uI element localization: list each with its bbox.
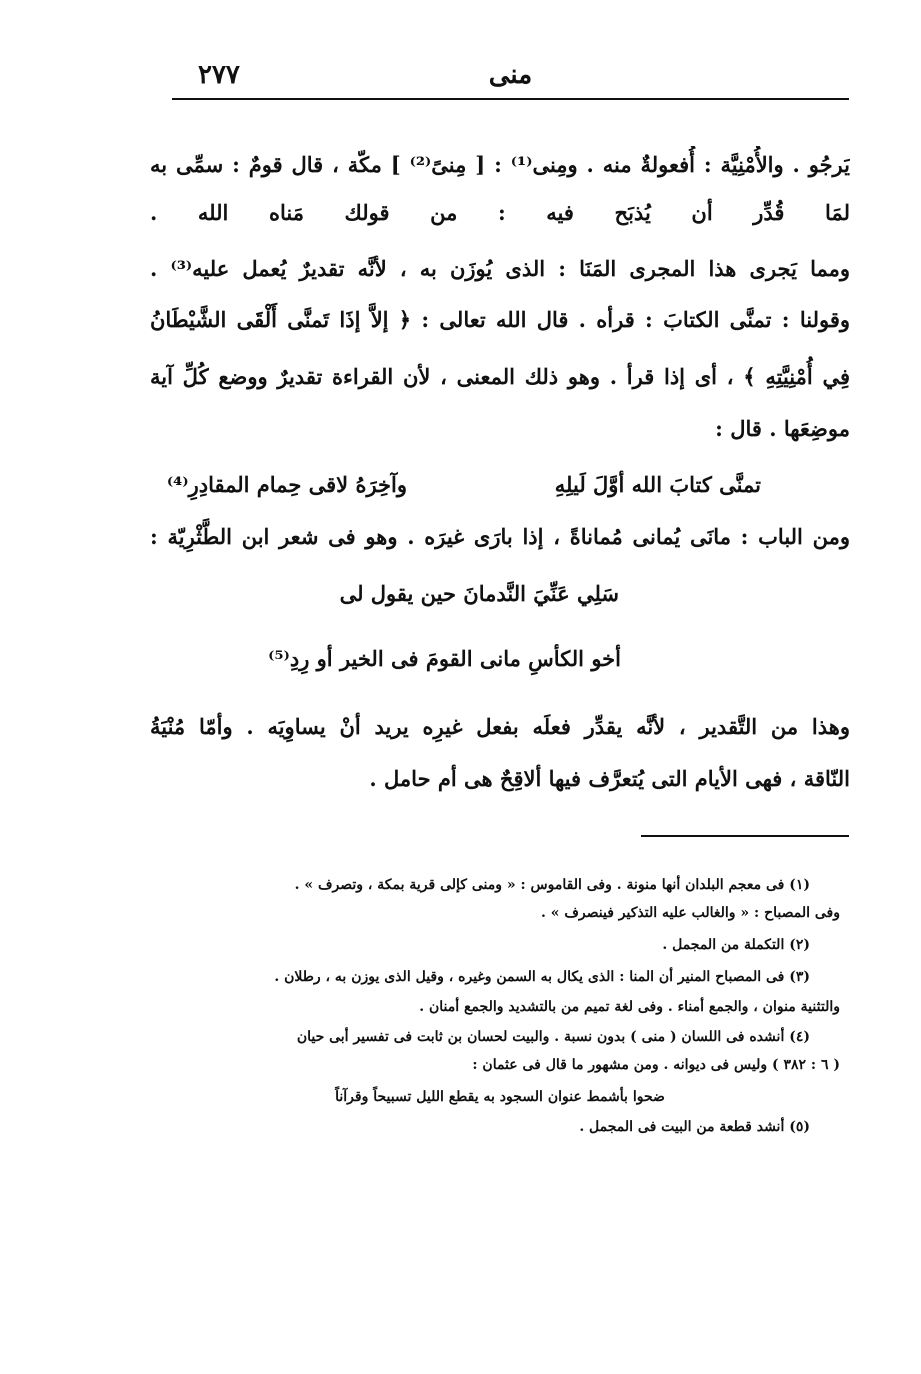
footnote-4-verse: ضحوا بأشمط عنوان السجود به يقطع الليل تسبيحاً وقرآناً (335, 1089, 665, 1105)
footnote-4: (٤) أنشده فى اللسان ( منى ) بدون نسبة . والبيت لحسان بن ثابت فى تفسير أبى حيان (296, 1029, 810, 1045)
footnote-3-cont: والتثنية منوان ، والجمع أمناء . وفى لغة تميم من بالتشديد والجمع أمنان . (419, 999, 840, 1015)
text-line: موضِعَها . قال : (715, 416, 850, 441)
text-line: وهذا من التَّقدير ، لأنَّه يقدِّر فعلَه بفعل غيرِه يريد أنْ يساوِيَه . وأمّا مُنْيَةُ (150, 714, 850, 739)
text-line: النّاقة ، فهى الأيام التى يُتعرَّف فيها ألاقِحٌ هى أم حامل . (369, 766, 850, 791)
running-header (172, 58, 849, 98)
text-line: وقولنا : تمنَّى الكتابَ : قرأه . قال الله تعالى : ﴿ إلاَّ إذَا تَمنَّى أَلْقَى الشَّيْطَانُ (150, 307, 850, 332)
verse-1-first: تمنَّى كتابَ الله أوَّلَ لَيلِهِ (554, 472, 761, 497)
text-line: يَرجُو . والأُمْنِيَّة : أُفعولةٌ منه . ومِنى⁽¹⁾ : [ مِنىً⁽²⁾ ] مكّة ، قال قومٌ : سمِّى به (150, 152, 850, 177)
verse-2-second: أخو الكأسِ مانى القومَ فى الخير أو رِدِ⁽⁵⁾ (268, 646, 621, 671)
page-number: ٢٧٧ (198, 60, 240, 90)
footnotes (160, 872, 840, 1162)
page-title: منى (488, 60, 533, 90)
verse-1-second: وآخِرَهُ لاقى حِمام المقادِرِ⁽⁴⁾ (166, 472, 407, 497)
footnote-5: (٥) أنشد قطعة من البيت فى المجمل . (579, 1119, 810, 1135)
footnote-4-cont: ( ٦ : ٣٨٢ ) وليس فى ديوانه . ومن مشهور ما قال فى عثمان : (472, 1057, 840, 1073)
text-line: فِي أُمْنِيَّتِهِ ﴾ ، أى إذا قرأ . وهو ذلك المعنى ، لأن القراءة تقديرٌ ووضع كُلِّ آية (150, 364, 850, 389)
footnote-1-cont: وفى المصباح : « والغالب عليه التذكير فينصرف » . (541, 905, 840, 921)
footnote-rule (641, 835, 849, 837)
footnote-1: (١) فى معجم البلدان أنها منونة . وفى القاموس : « ومنى كإلى قرية بمكة ، وتصرف » . (294, 877, 810, 893)
verse-2-first: سَلِي عَنِّيَ النَّدمانَ حين يقول لى (339, 581, 619, 606)
footnote-2: (٢) التكملة من المجمل . (662, 937, 810, 953)
header-rule (172, 98, 849, 100)
footnote-3: (٣) فى المصباح المنير أن المنا : الذى يكال به السمن وغيره ، وقيل الذى يوزن به ، رطلان . (274, 969, 810, 985)
text-line: لمَا قُدِّر أن يُذبَح فيه : من قولك مَناه الله . (150, 200, 850, 225)
text-line: ومن الباب : مانَى يُمانى مُماناةً ، إذا بارَى غيرَه . وهو فى شعر ابن الطَّثْرِيّة : (150, 524, 850, 549)
text-line: ومما يَجرى هذا المجرى المَنَا : الذى يُوزَن به ، لأنَّه تقديرٌ يُعمل عليه⁽³⁾ . (150, 256, 850, 281)
